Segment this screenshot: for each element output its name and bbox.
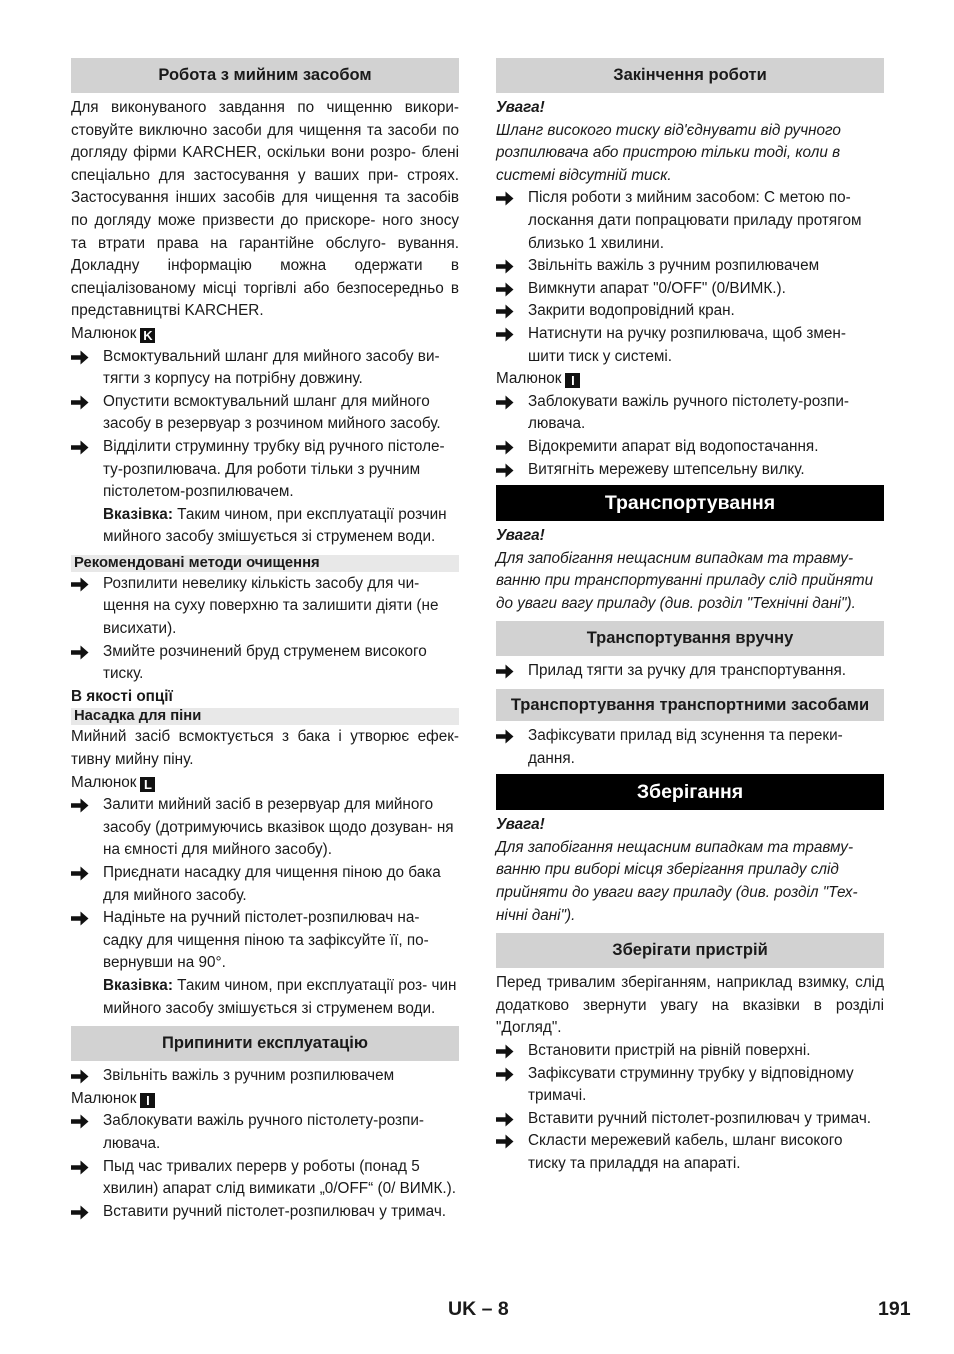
list-item: Звільніть важіль з ручним розпилювачем (71, 1065, 459, 1088)
arrow-right-icon (496, 440, 514, 455)
list-item: Після роботи з мийним засобом: С метою по- лоскання дати попрацювати приладу протягом близько 1 хвилини. (496, 187, 884, 255)
steps-stop-a (71, 1065, 459, 1088)
arrow-right-icon (496, 259, 514, 274)
arrow-right-icon (496, 1067, 514, 1082)
list-item: Відділити струминну трубку від ручного пістоле- ту-розпилювача. Для роботи тільки з ручним пістолетом-розпилювачем. (71, 436, 459, 504)
list-item: Всмоктувальний шланг для мийного засобу ви- тягти з корпусу на потрібну довжину. (71, 346, 459, 391)
attention-transport: Увага! Для запобігання нещасним випадкам та травму- ванню при транспортуванні приладу слід прийняти до уваги вагу приладу (див. розділ "Технічні дані"). (496, 527, 874, 612)
steps-vehicle (496, 725, 884, 770)
foam-text: Мийний засіб всмоктується з бака і утворює ефек- тивну мийну піну. (71, 728, 459, 769)
list-item: Вставити ручний пістолет-розпилювач у тримач. (71, 1201, 459, 1224)
arrow-right-icon (71, 395, 89, 410)
list-item: Встановити пристрій на рівній поверхні. (496, 1040, 884, 1063)
list-item: Вставити ручний пістолет-розпилювач у тримач. (496, 1108, 884, 1131)
steps-manual (496, 660, 884, 683)
heading-vehicle-transport: Транспортування транспортними засобами (496, 689, 884, 721)
steps-foam (71, 794, 459, 975)
detergent-text: Для виконуваного завдання по чищенню викори- стовуйте виключно засоби для чищення та засоби по догляду фірми KARCHER, оскільки вони розро- блені спеціально для застосування у ваших при- строях. Застосування інших засобів для чищення та засобів по догляду може призвести до прискоре- ного зносу та втрати права на гарантійне обслуго- вування. Докладну інформацію можна одержати в спеціалізованому місці торгівлі або безпосередньо в представництві KARCHER. (71, 99, 459, 320)
arrow-right-icon (496, 191, 514, 206)
list-item: Надіньте на ручний пістолет-розпилювач на- садку для чищення піною та зафіксуйте її, по- вернувши на 90°. (71, 907, 459, 975)
figure-i-badge: I (140, 1093, 155, 1108)
left-column (71, 58, 459, 1223)
list-item: Приєднати насадку для чищення піною до бака для мийного засобу. (71, 862, 459, 907)
list-item: Заблокувати важіль ручного пістолету-розпи- лювача. (496, 391, 884, 436)
list-item: Залити мийний засіб в резервуар для мийного засобу (дотримуючись вказівок щодо дозуван- ня на ємності для мийного засобу). (71, 794, 459, 862)
figure-ref-l: Малюнок L (71, 772, 459, 795)
heading-manual-transport: Транспортування вручну (496, 621, 884, 656)
list-item: Натиснути на ручку розпилювача, щоб змен- шити тиск у системі. (496, 323, 884, 368)
arrow-right-icon (496, 395, 514, 410)
figure-k-badge: K (140, 328, 155, 343)
list-item: Пыд час тривалих перерв у роботы (понад 5 хвилин) апарат слід вимикати „0/OFF“ (0/ ВИМК.). (71, 1156, 459, 1201)
list-item: Скласти мережевий кабель, шланг високого тиску та приладдя на апараті. (496, 1130, 884, 1175)
heading-detergent: Робота з мийним засобом (71, 58, 459, 93)
figure-ref-i: Малюнок I (71, 1088, 459, 1111)
arrow-right-icon (496, 1134, 514, 1149)
list-item: Опустити всмоктувальний шланг для мийного засобу в резервуар з розчином мийного засобу. (71, 391, 459, 436)
arrow-right-icon (496, 1112, 514, 1127)
arrow-right-icon (71, 798, 89, 813)
note-a: Вказівка: Таким чином, при експлуатації розчин мийного засобу змішується зі струменем води. (103, 505, 447, 546)
storage-text: Перед тривалим зберіганням, наприклад взимку, слід додатково звернути увагу на вказівки в розділі "Догляд". (496, 974, 884, 1037)
heading-store-device: Зберігати пристрій (496, 933, 884, 968)
heading-transport: Транспортування (496, 485, 884, 521)
arrow-right-icon (71, 645, 89, 660)
arrow-right-icon (71, 440, 89, 455)
list-item: Вимкнути апарат "0/OFF" (0/ВИМК.). (496, 278, 884, 301)
arrow-right-icon (496, 463, 514, 478)
attention-finish: Увага! Шланг високого тиску від'єднувати від ручного розпилювача або пристрою тільки тоді, коли в системі відсутній тиск. (496, 99, 841, 184)
steps-methods (71, 573, 459, 686)
list-item: Відокремити апарат від водопостачання. (496, 436, 884, 459)
list-item: Заблокувати важіль ручного пістолету-розпи- лювача. (71, 1110, 459, 1155)
optional-heading: В якості опції (71, 687, 173, 705)
arrow-right-icon (496, 1044, 514, 1059)
list-item: Зафіксувати струминну трубку у відповідному тримачі. (496, 1063, 884, 1108)
list-item: Прилад тягти за ручку для транспортування. (496, 660, 884, 683)
arrow-right-icon (496, 729, 514, 744)
figure-i-badge-right: I (565, 373, 580, 388)
steps-finish (496, 187, 884, 368)
arrow-right-icon (71, 1160, 89, 1175)
arrow-right-icon (71, 1205, 89, 1220)
list-item: Зафіксувати прилад від зсунення та переки- дання. (496, 725, 884, 770)
list-item: Звільніть важіль з ручним розпилювачем (496, 255, 884, 278)
arrow-right-icon (496, 664, 514, 679)
figure-ref-k: Малюнок K (71, 323, 459, 346)
note-b: Вказівка: Таким чином, при експлуатації роз- чин мийного засобу змішується зі струменем води. (103, 976, 457, 1017)
heading-storage: Зберігання (496, 774, 884, 810)
figure-l-badge: L (140, 777, 155, 792)
footer-section-code: UK – 8 (448, 1298, 509, 1320)
subheading-methods: Рекомендовані методи очищення (71, 555, 459, 572)
heading-stop: Припинити експлуатацію (71, 1026, 459, 1061)
heading-finish: Закінчення роботи (496, 58, 884, 93)
arrow-right-icon (71, 1069, 89, 1084)
figure-ref-i-right: Малюнок I (496, 368, 884, 391)
steps-storage (496, 1040, 884, 1176)
arrow-right-icon (496, 327, 514, 342)
subheading-foam: Насадка для піни (71, 708, 459, 725)
right-column (496, 58, 884, 1176)
list-item: Закрити водопровідний кран. (496, 300, 884, 323)
list-item: Витягніть мережеву штепсельну вилку. (496, 459, 884, 482)
arrow-right-icon (71, 866, 89, 881)
arrow-right-icon (71, 1114, 89, 1129)
list-item: Змийте розчинений бруд струменем високого тиску. (71, 641, 459, 686)
attention-storage: Увага! Для запобігання нещасним випадкам та травму- ванню при виборі місця зберігання приладу слід прийняти до уваги вагу приладу (див. розділ "Тех- нічні дані"). (496, 816, 858, 924)
arrow-right-icon (71, 911, 89, 926)
arrow-right-icon (71, 350, 89, 365)
arrow-right-icon (496, 304, 514, 319)
steps-stop-b (71, 1110, 459, 1223)
steps-detergent (71, 346, 459, 504)
arrow-right-icon (496, 282, 514, 297)
list-item: Розпилити невелику кількість засобу для чи- щення на суху поверхню та залишити діяти (не висихати). (71, 573, 459, 641)
arrow-right-icon (71, 577, 89, 592)
steps-finish-b (496, 391, 884, 481)
footer-page-number: 191 (878, 1298, 911, 1320)
